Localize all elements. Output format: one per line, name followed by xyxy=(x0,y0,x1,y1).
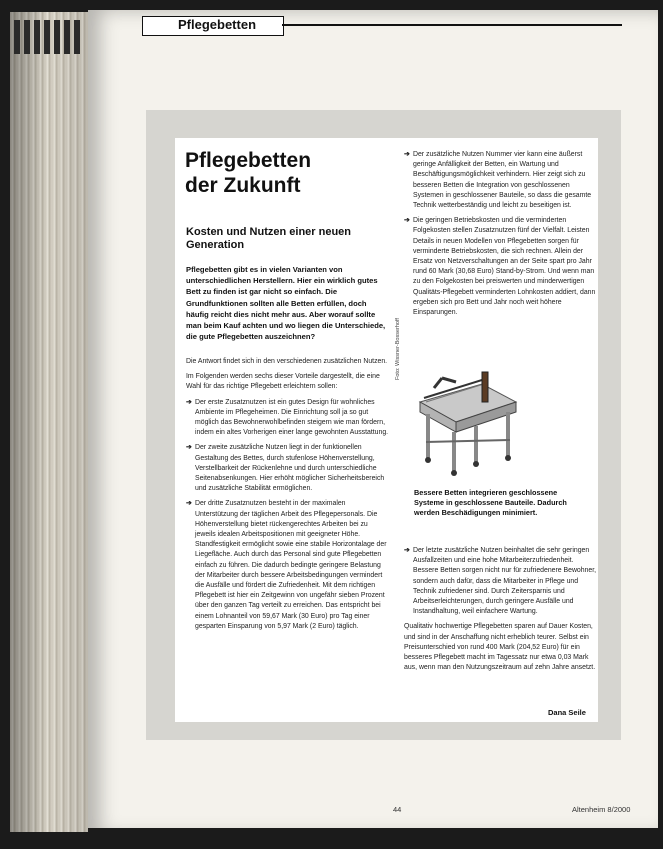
scan-border xyxy=(88,828,663,849)
list-item: ➔ Der dritte Zusatznutzen besteht in der maximalen Unterstützung der täglichen Arbeit des Pflegepersonals. Die Höhenverstellung bietet rückengerechtes Arbeiten bei zu jeweils idealen Arbeitspositionen mit geeigneter Höhe. Standfestigkeit ermöglicht sowie eine stabile Horizontalage der Liegefläche. Auch durch das Personal sind gute Pflegebetten einfach zu führen. Die dadurch bedingte geringere Belastung der Mitarbeiter durch bessere Arbeitsbedingungen vermindert die Ausfälle und fördert die Zufriedenheit. Mit dem richtigen Pflegebett ist hier ein Zeitgewinn von ungefähr sieben Prozent über den ganzen Tag verteilt zu erreichen. Das entspricht bei einem Lohnanteil von 59,67 Mark (30 Euro) pro Tag einer gesparten Einsparung von 5,97 Mark (2 Euro) täglich. xyxy=(186,499,390,632)
image-caption: Bessere Betten integrieren geschlossene Systeme in geschlossene Bauteile. Dadurch werden Beschädigungen minimiert. xyxy=(414,488,567,517)
arrow-icon: ➔ xyxy=(404,151,410,158)
article-intro: Pflegebetten gibt es in vielen Varianten von unterschiedlichen Herstellern. Hier ein wirklich gutes Bett zu finden ist gar nicht so einfach. Die Grundfunktionen sollten alle Betten erfüllen, doch häufig reicht dies nicht mehr aus. Aber worauf sollte man beim Kauf achten und wo liegen die Unterschiede, die gute Pflegebetten auszeichnen? xyxy=(186,265,386,342)
book-tabs xyxy=(14,20,84,60)
article-subtitle: Kosten und Nutzen einer neuen Generation xyxy=(186,226,352,251)
arrow-icon: ➔ xyxy=(186,500,192,508)
paragraph: Im Folgenden werden sechs dieser Vorteile dargestellt, die eine Wahl für das richtige Pflegebett erleichtern sollen: xyxy=(186,373,380,391)
author: Dana Seile xyxy=(548,708,586,717)
arrow-icon: ➔ xyxy=(186,444,192,452)
article-title: Pflegebetten der Zukunft xyxy=(185,149,312,197)
header-rule xyxy=(282,24,622,26)
photo-credit: Foto: Wissner-Bosserhoff xyxy=(395,318,401,380)
arrow-icon: ➔ xyxy=(404,217,410,225)
section-title: Pflegebetten xyxy=(178,17,257,32)
left-column xyxy=(186,357,390,637)
arrow-icon: ➔ xyxy=(404,547,410,554)
arrow-icon: ➔ xyxy=(186,398,192,406)
magazine-name: Altenheim 8/2000 xyxy=(572,805,631,814)
paragraph: Die Antwort findet sich in den verschiedenen zusätzlichen Nutzen. xyxy=(186,358,388,365)
list-item: ➔ Der zweite zusätzliche Nutzen liegt in der funktionellen Gestaltung des Bettes, durch stufenlose Höhenverstellung, Verstellbarkeit der Rückenlehne und durch unterschiedliche Seitenabsenkungen. Hier erhöht möglicher Sicherheitsbereich und zusätzliche Stabilität ermöglichen. xyxy=(186,443,390,494)
list-item: ➔ Der erste Zusatznutzen ist ein gutes Design für wohnliches Ambiente im Pflegeheimen. Die Einrichtung soll ja so gut möglich das Bewohnerwohlbefinden steigern wie man fördern, indem ein altes Vorherigen einer lange gewohnten Ausstattung. xyxy=(186,398,390,439)
conclusion: Qualitativ hochwertige Pflegebetten sparen auf Dauer Kosten, und sind in der Anschaffung nicht erheblich teurer. Selbst ein Preisunterschied von rund 400 Mark (204,52 Euro) für ein besseres Pflegebett macht im Tagessatz nur etwa 0,03 Mark aus, wenn man den Nutzungszeitraum auf zehn Jahre ansetzt. xyxy=(404,623,596,672)
list-item: ➔ Der zusätzliche Nutzen Nummer vier kann eine äußerst geringe Anfälligkeit der Betten, ein Wartung und Beschäftigungsmöglichkeit verhindern. Hier zeigt sich zu besseren Betten die Integration von geschlossenen Systemen in geschlossener Bauteile, so dass die gesamte Technik wetterbeständig und leicht zu beseitigen ist. xyxy=(404,150,600,211)
list-item: ➔ Die geringen Betriebskosten und die verminderten Folgekosten stellen Zusatznutzen fünf der Vielfalt. Leisten Details in neuen Modellen von Pflegebetten sorgen für verminderte Betriebskosten, die sich rechnen. Allein der Ersatz von Netzverschaltungen an der Seite spart pro Jahr rund 60 Mark (30,68 Euro) Stand-by-Strom. Und wenn man zu den Folgekosten bei preiswerten und minderwertigen Qualitäts-Pflegebett verminderten Lohnkosten addiert, dann ergeben sich pro Bett und Jahr noch weit höhere Einsparungen. xyxy=(404,216,600,318)
list-item: ➔ Der letzte zusätzliche Nutzen beinhaltet die sehr geringen Ausfallzeiten und eine hohe Mitarbeiterzufriedenheit. Bessere Betten sorgen nicht nur für zufriedenere Bewohner, sondern auch dafür, dass die Mitarbeiter in Pflege und Technik zufriedener sind. Durch Zeitersparnis und Arbeitserleichterungen, durch geringere Ausfälle und Instandhaltung, weil einfachere Wartung. xyxy=(404,546,600,617)
page-number: 44 xyxy=(393,805,402,814)
right-column-bottom xyxy=(404,546,600,678)
right-column-top xyxy=(404,150,600,323)
hospital-bed-image xyxy=(412,362,522,478)
